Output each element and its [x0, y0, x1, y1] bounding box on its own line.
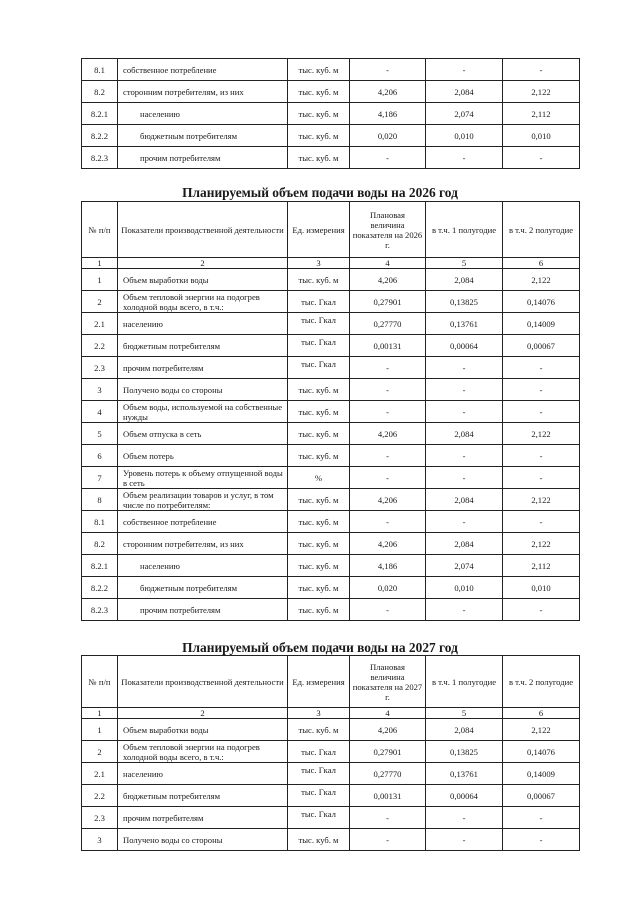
row-half-2-value: 2,122	[503, 423, 580, 445]
row-half-1-value: 0,13761	[426, 313, 503, 335]
row-plan-value: 0,27770	[350, 763, 426, 785]
row-indicator-name: прочим потребителям	[118, 599, 288, 621]
row-half-2-value: -	[503, 599, 580, 621]
row-plan-value: -	[350, 357, 426, 379]
row-number: 8.2	[82, 81, 118, 103]
row-plan-value: 4,206	[350, 489, 426, 511]
row-indicator-name: населению	[118, 103, 288, 125]
row-half-1-value: 2,074	[426, 555, 503, 577]
row-half-1-value: 2,084	[426, 423, 503, 445]
row-number: 2.3	[82, 357, 118, 379]
row-half-1-value: -	[426, 59, 503, 81]
table-row	[82, 467, 580, 489]
row-unit: тыс. куб. м	[288, 423, 350, 445]
row-plan-value: -	[350, 379, 426, 401]
row-unit: тыс. куб. м	[288, 379, 350, 401]
row-plan-value: 4,186	[350, 555, 426, 577]
row-half-1-value: -	[426, 599, 503, 621]
row-half-2-value: -	[503, 511, 580, 533]
row-half-1-value: 2,084	[426, 719, 503, 741]
row-half-2-value: -	[503, 829, 580, 851]
table-row	[82, 379, 580, 401]
header-num: № п/п	[82, 656, 118, 708]
row-number: 3	[82, 379, 118, 401]
row-unit: тыс. куб. м	[288, 599, 350, 621]
row-indicator-name: прочим потребителям	[118, 147, 288, 169]
row-number: 8.1	[82, 511, 118, 533]
row-half-2-value: 0,14009	[503, 313, 580, 335]
section-title-2026: Планируемый объем подачи воды на 2026 год	[182, 185, 458, 200]
row-half-2-value: 2,122	[503, 489, 580, 511]
row-number: 8	[82, 489, 118, 511]
row-half-1-value: 0,13761	[426, 763, 503, 785]
table-row	[82, 763, 580, 785]
row-number: 8.2.2	[82, 577, 118, 599]
table-row	[82, 313, 580, 335]
row-number: 6	[82, 445, 118, 467]
row-plan-value: -	[350, 829, 426, 851]
table-row	[82, 785, 580, 807]
row-half-2-value: 0,010	[503, 577, 580, 599]
row-indicator-name: бюджетным потребителям	[118, 125, 288, 147]
row-number: 2.1	[82, 763, 118, 785]
row-unit: тыс. Гкал	[288, 741, 350, 763]
row-plan-value: 0,27901	[350, 741, 426, 763]
row-half-2-value: -	[503, 467, 580, 489]
row-indicator-name: Уровень потерь к объему отпущенной воды в сеть	[118, 467, 288, 489]
row-half-2-value: 2,122	[503, 269, 580, 291]
table-row	[82, 335, 580, 357]
header-half-1: в т.ч. 1 полугодие	[426, 656, 503, 708]
row-unit: тыс. куб. м	[288, 489, 350, 511]
row-unit: тыс. куб. м	[288, 719, 350, 741]
row-half-2-value: -	[503, 147, 580, 169]
row-half-2-value: 2,122	[503, 533, 580, 555]
row-number: 2.2	[82, 335, 118, 357]
table-row	[82, 445, 580, 467]
row-plan-value: 0,00131	[350, 785, 426, 807]
row-unit: %	[288, 467, 350, 489]
row-unit: тыс. куб. м	[288, 511, 350, 533]
row-indicator-name: населению	[118, 313, 288, 335]
row-plan-value: 4,206	[350, 81, 426, 103]
row-indicator-name: Получено воды со стороны	[118, 829, 288, 851]
row-indicator-name: Объем отпуска в сеть	[118, 423, 288, 445]
row-half-1-value: 0,010	[426, 577, 503, 599]
header-half-1: в т.ч. 1 полугодие	[426, 202, 503, 258]
table-row	[82, 719, 580, 741]
row-indicator-name: бюджетным потребителям	[118, 577, 288, 599]
column-index: 4	[350, 258, 426, 269]
row-half-2-value: 2,122	[503, 719, 580, 741]
table-2025-continuation	[81, 58, 580, 169]
row-half-1-value: 2,084	[426, 81, 503, 103]
column-index-row	[82, 258, 580, 269]
row-half-1-value: 2,084	[426, 489, 503, 511]
row-half-2-value: -	[503, 807, 580, 829]
row-half-2-value: -	[503, 59, 580, 81]
row-number: 1	[82, 719, 118, 741]
table-row	[82, 401, 580, 423]
section-title-2027: Планируемый объем подачи воды на 2027 год	[182, 640, 458, 655]
table-row	[82, 147, 580, 169]
row-half-1-value: -	[426, 379, 503, 401]
row-half-2-value: 0,14076	[503, 741, 580, 763]
column-index: 2	[118, 258, 288, 269]
row-number: 2.3	[82, 807, 118, 829]
row-unit: тыс. куб. м	[288, 103, 350, 125]
row-half-1-value: -	[426, 511, 503, 533]
row-plan-value: 0,020	[350, 125, 426, 147]
row-unit: тыс. куб. м	[288, 555, 350, 577]
row-unit: тыс. Гкал	[288, 807, 350, 829]
row-half-1-value: 0,00064	[426, 785, 503, 807]
table-row	[82, 423, 580, 445]
row-number: 8.2.1	[82, 555, 118, 577]
header-name: Показатели производственной деятельности	[118, 202, 288, 258]
row-indicator-name: прочим потребителям	[118, 807, 288, 829]
column-index: 5	[426, 258, 503, 269]
row-half-2-value: -	[503, 379, 580, 401]
row-plan-value: -	[350, 445, 426, 467]
row-half-2-value: -	[503, 445, 580, 467]
row-indicator-name: Объем реализации товаров и услуг, в том числе по потребителям:	[118, 489, 288, 511]
row-half-2-value: 0,00067	[503, 785, 580, 807]
row-unit: тыс. Гкал	[288, 763, 350, 785]
row-plan-value: 4,206	[350, 423, 426, 445]
row-half-1-value: -	[426, 467, 503, 489]
table-row	[82, 125, 580, 147]
table-row	[82, 489, 580, 511]
row-indicator-name: сторонним потребителям, из них	[118, 81, 288, 103]
table-row	[82, 807, 580, 829]
table-row	[82, 291, 580, 313]
row-indicator-name: бюджетным потребителям	[118, 785, 288, 807]
row-unit: тыс. Гкал	[288, 785, 350, 807]
row-unit: тыс. куб. м	[288, 125, 350, 147]
table-header-row	[82, 202, 580, 258]
table-row	[82, 741, 580, 763]
row-half-2-value: 2,112	[503, 103, 580, 125]
row-half-2-value: 2,112	[503, 555, 580, 577]
row-plan-value: -	[350, 807, 426, 829]
row-number: 8.2.1	[82, 103, 118, 125]
row-plan-value: 4,206	[350, 719, 426, 741]
row-half-1-value: 2,084	[426, 269, 503, 291]
row-number: 2.2	[82, 785, 118, 807]
table-2026	[81, 201, 580, 621]
row-half-1-value: 0,00064	[426, 335, 503, 357]
row-unit: тыс. куб. м	[288, 81, 350, 103]
table-body	[82, 269, 580, 621]
table-row	[82, 829, 580, 851]
row-unit: тыс. Гкал	[288, 313, 350, 335]
row-indicator-name: населению	[118, 763, 288, 785]
row-plan-value: 0,27770	[350, 313, 426, 335]
table-row	[82, 533, 580, 555]
row-number: 5	[82, 423, 118, 445]
table-row	[82, 81, 580, 103]
header-plan: Плановая величина показателя на 2027 г.	[350, 656, 426, 708]
column-index: 2	[118, 708, 288, 719]
row-indicator-name: Объем тепловой энергии на подогрев холодной воды всего, в т.ч.:	[118, 741, 288, 763]
row-unit: тыс. куб. м	[288, 401, 350, 423]
row-number: 8.1	[82, 59, 118, 81]
row-unit: тыс. куб. м	[288, 269, 350, 291]
table-row	[82, 511, 580, 533]
table-2027	[81, 655, 580, 851]
row-half-1-value: -	[426, 401, 503, 423]
column-index-row	[82, 708, 580, 719]
row-indicator-name: Получено воды со стороны	[118, 379, 288, 401]
row-half-2-value: 0,010	[503, 125, 580, 147]
header-num: № п/п	[82, 202, 118, 258]
row-half-2-value: 0,00067	[503, 335, 580, 357]
row-half-1-value: 2,084	[426, 533, 503, 555]
column-index: 5	[426, 708, 503, 719]
row-indicator-name: Объем выработки воды	[118, 269, 288, 291]
row-half-1-value: -	[426, 829, 503, 851]
row-number: 2.1	[82, 313, 118, 335]
row-half-1-value: 2,074	[426, 103, 503, 125]
row-indicator-name: Объем потерь	[118, 445, 288, 467]
row-plan-value: 0,00131	[350, 335, 426, 357]
row-plan-value: 4,206	[350, 533, 426, 555]
row-plan-value: -	[350, 59, 426, 81]
row-indicator-name: Объем выработки воды	[118, 719, 288, 741]
row-unit: тыс. Гкал	[288, 335, 350, 357]
row-indicator-name: Объем воды, используемой на собственные нужды	[118, 401, 288, 423]
row-unit: тыс. куб. м	[288, 445, 350, 467]
row-unit: тыс. куб. м	[288, 577, 350, 599]
column-index: 6	[503, 708, 580, 719]
row-plan-value: -	[350, 401, 426, 423]
row-number: 8.2	[82, 533, 118, 555]
row-plan-value: -	[350, 467, 426, 489]
table-row	[82, 599, 580, 621]
header-unit: Ед. измерения	[288, 656, 350, 708]
table-header-row	[82, 656, 580, 708]
row-number: 1	[82, 269, 118, 291]
table-row	[82, 103, 580, 125]
row-indicator-name: собственное потребление	[118, 511, 288, 533]
row-indicator-name: населению	[118, 555, 288, 577]
row-plan-value: -	[350, 599, 426, 621]
table-row	[82, 357, 580, 379]
column-index: 1	[82, 258, 118, 269]
row-indicator-name: сторонним потребителям, из них	[118, 533, 288, 555]
column-index: 3	[288, 258, 350, 269]
row-half-2-value: 2,122	[503, 81, 580, 103]
row-half-1-value: 0,13825	[426, 741, 503, 763]
row-number: 8.2.3	[82, 599, 118, 621]
row-plan-value: 0,020	[350, 577, 426, 599]
row-plan-value: -	[350, 147, 426, 169]
row-half-1-value: 0,010	[426, 125, 503, 147]
row-unit: тыс. куб. м	[288, 533, 350, 555]
column-index: 3	[288, 708, 350, 719]
row-number: 3	[82, 829, 118, 851]
row-unit: тыс. куб. м	[288, 829, 350, 851]
row-indicator-name: Объем тепловой энергии на подогрев холодной воды всего, в т.ч.:	[118, 291, 288, 313]
row-plan-value: 0,27901	[350, 291, 426, 313]
row-indicator-name: прочим потребителям	[118, 357, 288, 379]
row-number: 8.2.3	[82, 147, 118, 169]
table-body	[82, 59, 580, 169]
table-row	[82, 269, 580, 291]
row-unit: тыс. Гкал	[288, 357, 350, 379]
row-plan-value: -	[350, 511, 426, 533]
row-number: 7	[82, 467, 118, 489]
row-half-2-value: 0,14076	[503, 291, 580, 313]
row-half-1-value: -	[426, 147, 503, 169]
row-number: 4	[82, 401, 118, 423]
table-body	[82, 719, 580, 851]
row-half-2-value: -	[503, 357, 580, 379]
row-number: 2	[82, 291, 118, 313]
row-half-2-value: 0,14009	[503, 763, 580, 785]
row-half-1-value: -	[426, 807, 503, 829]
header-half-2: в т.ч. 2 полугодие	[503, 656, 580, 708]
table-row	[82, 59, 580, 81]
row-indicator-name: собственное потребление	[118, 59, 288, 81]
column-index: 4	[350, 708, 426, 719]
header-unit: Ед. измерения	[288, 202, 350, 258]
row-unit: тыс. куб. м	[288, 59, 350, 81]
column-index: 6	[503, 258, 580, 269]
row-number: 8.2.2	[82, 125, 118, 147]
row-half-1-value: -	[426, 445, 503, 467]
row-half-1-value: -	[426, 357, 503, 379]
header-plan: Плановая величина показателя на 2026 г.	[350, 202, 426, 258]
row-plan-value: 4,206	[350, 269, 426, 291]
row-half-2-value: -	[503, 401, 580, 423]
row-plan-value: 4,186	[350, 103, 426, 125]
table-row	[82, 577, 580, 599]
row-half-1-value: 0,13825	[426, 291, 503, 313]
row-number: 2	[82, 741, 118, 763]
row-indicator-name: бюджетным потребителям	[118, 335, 288, 357]
table-row	[82, 555, 580, 577]
column-index: 1	[82, 708, 118, 719]
row-unit: тыс. куб. м	[288, 147, 350, 169]
header-name: Показатели производственной деятельности	[118, 656, 288, 708]
header-half-2: в т.ч. 2 полугодие	[503, 202, 580, 258]
row-unit: тыс. Гкал	[288, 291, 350, 313]
